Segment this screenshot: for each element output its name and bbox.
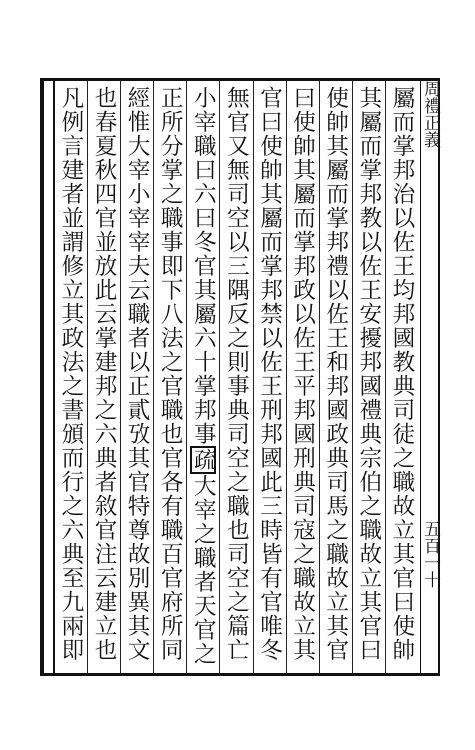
text-column	[221, 86, 251, 674]
column-rule	[186, 80, 187, 674]
column-text: 也春夏秋四官並放此云掌建邦之六典者敘官注云建立也	[91, 86, 117, 662]
column-text: 官曰使帥其屬而掌邦禁以佐王刑邦國此三時皆有官唯冬	[256, 86, 283, 662]
column-text: 大宰之職者天官之	[190, 474, 217, 666]
text-column	[255, 86, 285, 674]
text-column	[321, 86, 351, 674]
margin-title-text: 周禮正義	[420, 80, 440, 148]
text-column	[288, 86, 318, 674]
text-column	[354, 86, 384, 674]
column-text: 經惟大宰小宰宰夫云職者以正貳攷其官特尊故別異其文	[124, 86, 151, 662]
page-number	[420, 520, 440, 588]
text-column	[89, 86, 119, 674]
column-text: 無官又無司空以三隅反之則事典司空之職也司空之篇亡	[223, 86, 250, 662]
column-rule	[120, 80, 121, 674]
column-rule	[153, 80, 154, 674]
column-rule	[319, 80, 320, 674]
margin-title	[420, 80, 440, 148]
column-text: 正所分掌之職事即下八法之官職也官各有職百官府所同	[157, 86, 184, 662]
text-column	[188, 86, 218, 674]
text-column	[122, 86, 152, 674]
column-rule	[352, 80, 353, 674]
text-column	[56, 86, 86, 674]
column-rule	[87, 80, 88, 674]
column-rule	[219, 80, 220, 674]
column-text: 屬而掌邦治以佐王均邦國教典司徒之職故立其官曰使帥	[388, 86, 415, 662]
column-text: 使帥其屬而掌邦禮以佐王和邦國政典司馬之職故立其官	[322, 86, 349, 662]
column-rule	[286, 80, 287, 674]
inner-border-line	[53, 78, 55, 676]
column-text: 其屬而掌邦教以佐王安擾邦國禮典宗伯之職故立其官曰	[355, 86, 382, 662]
column-text: 凡例言建者並謂修立其政法之書頒而行之六典至九兩即	[57, 86, 84, 662]
text-column	[387, 86, 417, 674]
page-number-text: 五百一十	[420, 520, 440, 588]
text-column	[155, 86, 185, 674]
column-text: 小宰職曰六曰冬官其屬六十掌邦事	[190, 86, 217, 446]
commentary-marker: 疏	[190, 448, 217, 472]
column-rule	[253, 80, 254, 674]
column-rule	[385, 80, 386, 674]
column-text: 曰使帥其屬而掌邦政以佐王平邦國刑典司寇之職故立其	[289, 86, 316, 662]
